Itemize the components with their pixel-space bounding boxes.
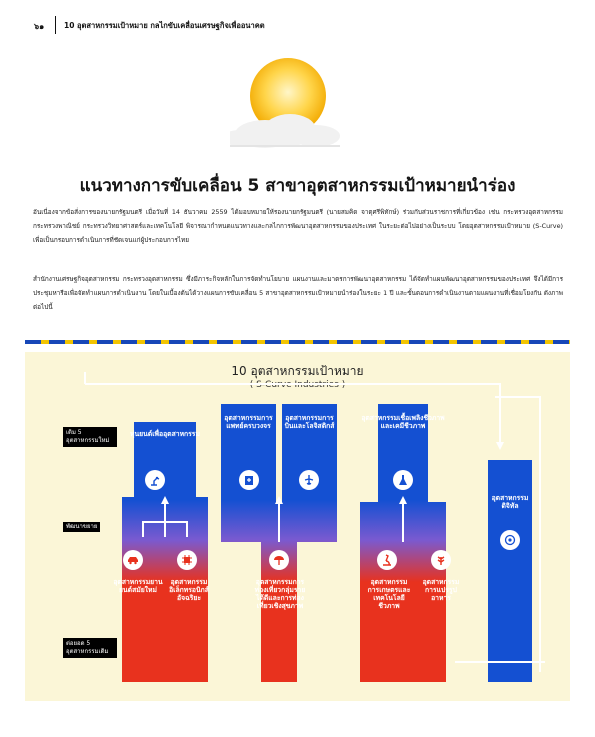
industry-biofuel: อุตสาหกรรมเชื้อเพลิงชีวภาพและเคมีชีวภาพ	[361, 414, 445, 430]
industry-digital: อุตสาหกรรมดิจิทัล	[491, 494, 529, 510]
industry-medical: อุตสาหกรรมการแพทย์ครบวงจร	[224, 414, 273, 430]
hospital-icon	[239, 470, 259, 490]
industry-tourism: อุตสาหกรรมการท่องเที่ยวกลุ่มรายได้ดีและการท่องเที่ยวเชิงสุขภาพ	[254, 578, 306, 610]
paragraph-2: สำนักงานเศรษฐกิจอุตสาหกรรม กระทรวงอุตสาหกรรม ซึ่งมีภาระกิจหลักในการจัดทำนโยบาย แผนงานและมาตรการพัฒนาอุตสาหกรรม ได้จัดทำแผนพัฒนาอุตสาหกรรมของประเทศ จึงได้มีการประชุมหารือเพื่อจัดทำแผนการดำเนินงาน โดยในเบื้องต้นได้วางแผนการขับเคลื่อน 5 สาขาอุตสาหกรรมเป้าหมายนำร่องในระยะ 1 ปี และขั้นตอนการดำเนินงานตามแผนงานที่เชื่อมโยงกัน ดังภาพต่อไปนี้	[33, 275, 563, 311]
beach-umbrella-icon	[269, 550, 289, 570]
page-number: ๖๑	[34, 22, 45, 31]
microscope-icon	[377, 550, 397, 570]
section-divider	[25, 340, 570, 344]
header-title: 10 อุตสาหกรรมเป้าหมาย กลไกขับเคลื่อนเศรษฐกิจเพื่ออนาคต	[64, 21, 265, 30]
industry-aviation: อุตสาหกรรมการบินและโลจิสติกส์	[284, 414, 335, 430]
industry-food-processing: อุตสาหกรรมการแปรรูปอาหาร	[422, 578, 460, 602]
car-icon	[123, 550, 143, 570]
chip-icon	[177, 550, 197, 570]
flow-arrows	[25, 352, 570, 701]
wheat-icon	[431, 550, 451, 570]
label-new-industries: เติม 5 อุตสาหกรรมใหม่	[63, 427, 117, 447]
label-develop: พัฒนาขยาย	[63, 522, 100, 532]
robot-arm-icon	[145, 470, 165, 490]
paragraph-1: อันเนื่องจากข้อสั่งการของนายกรัฐมนตรี เมื่อวันที่ 14 ธันวาคม 2559 ได้มอบหมายให้รองนายกรัฐมนตรี (นายสมคิด จาตุศรีพิทักษ์) ร่วมกับส่วนราชการที่เกี่ยวข้อง เช่น กระทรวงอุตสาหกรรม กระทรวงพาณิชย์ กระทรวงวิทยาศาสตร์และเทคโนโลยี พิจารณากำหนดแนวทางและกลไกการพัฒนาอุตสาหกรรมของประเทศ ในระยะต่อไปอย่างเป็นระบบ โดยอุตสาหกรรมเป้าหมาย (S-Curve) เพื่อเป็นกรอบการดำเนินการที่ชัดเจนแก่ผู้ประกอบการไทย	[33, 208, 563, 244]
flask-icon	[393, 470, 413, 490]
page-title: แนวทางการขับเคลื่อน 5 สาขาอุตสาหกรรมเป้าหมายนำร่อง	[79, 176, 516, 196]
diagram-subtitle: ( S-Curve Industries )	[249, 380, 346, 390]
industry-agriculture: อุตสาหกรรมการเกษตรและเทคโนโลยีชีวภาพ	[367, 578, 411, 610]
sun-cloud-illustration	[230, 52, 340, 152]
industry-electronics: อุตสาหกรรมอิเล็กทรอนิกส์อัจฉริยะ	[169, 578, 209, 602]
airplane-icon	[299, 470, 319, 490]
industry-automotive: อุตสาหกรรมยานยนต์สมัยใหม่	[113, 578, 163, 594]
at-sign-icon	[500, 530, 520, 550]
industry-robotics: หุ่นยนต์เพื่ออุตสาหกรรม	[130, 430, 200, 438]
header-divider	[55, 16, 56, 34]
label-existing-industries: ต่อยอด 5 อุตสาหกรรมเดิม	[63, 638, 117, 658]
diagram-title: 10 อุตสาหกรรมเป้าหมาย	[231, 364, 364, 378]
industry-diagram	[25, 352, 570, 701]
